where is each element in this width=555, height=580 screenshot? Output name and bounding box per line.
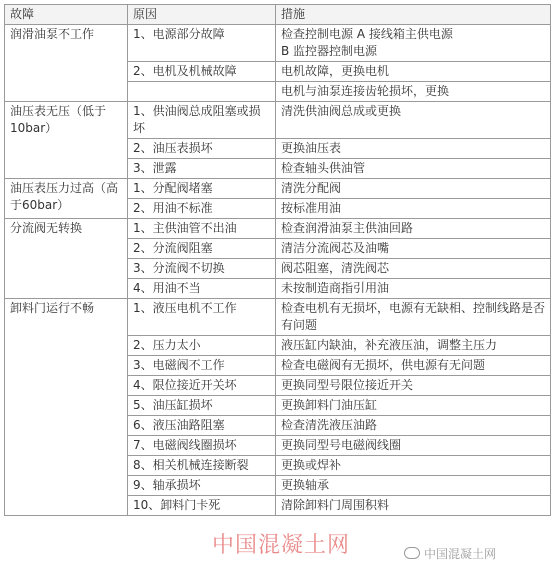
- cause-cell: 1、电源部分故障: [128, 25, 276, 62]
- cause-cell: [128, 82, 276, 102]
- measure-line: 阀芯阻塞，清洗阀芯: [281, 261, 390, 275]
- table-row: [5, 25, 551, 62]
- measure-cell: [276, 219, 551, 239]
- measure-cell: [276, 336, 551, 356]
- header-fault: 故障: [5, 5, 128, 25]
- measure-line: 检查控制电源 A 接线箱主供电源: [281, 27, 453, 41]
- measure-line: 电机故障，更换电机: [281, 64, 390, 78]
- wechat-watermark-text: 中国混凝土网: [424, 547, 497, 561]
- watermark: 中国混凝土网: [212, 533, 351, 558]
- header-cause: 原因: [128, 5, 276, 25]
- measure-line: 清除卸料门周围积料: [281, 498, 390, 512]
- measure-line: 检查清洗液压油路: [281, 418, 378, 432]
- cause-cell: 2、电机及机械故障: [128, 62, 276, 82]
- fault-cell: 油压表压力过高（高于60bar）: [5, 179, 128, 219]
- table-row: [5, 179, 551, 199]
- cause-cell: 10、卸料门卡死: [128, 496, 276, 516]
- cause-cell: 8、相关机械连接断裂: [128, 456, 276, 476]
- measure-line: 清洗分配阀: [281, 181, 342, 195]
- measure-cell: [276, 62, 551, 82]
- wechat-watermark: [404, 545, 496, 562]
- cause-cell: 3、分流阀不切换: [128, 259, 276, 279]
- measure-line: 更换轴承: [281, 478, 330, 492]
- measure-line: 检查电机有无损坏，电源有无缺相、控制线路是否有问题: [281, 301, 546, 332]
- table-row: [5, 219, 551, 239]
- table-row: [5, 299, 551, 336]
- cause-cell: 2、分流阀阻塞: [128, 239, 276, 259]
- cause-cell: 2、压力太小: [128, 336, 276, 356]
- measure-cell: [276, 376, 551, 396]
- measure-cell: [276, 139, 551, 159]
- measure-cell: [276, 356, 551, 376]
- cause-cell: 2、用油不标准: [128, 199, 276, 219]
- measure-cell: [276, 396, 551, 416]
- measure-cell: [276, 476, 551, 496]
- measure-cell: [276, 436, 551, 456]
- fault-cell: 润滑油泵不工作: [5, 25, 128, 102]
- table-header: [5, 5, 551, 25]
- cause-cell: 6、液压油路阻塞: [128, 416, 276, 436]
- measure-cell: [276, 279, 551, 299]
- fault-cell: 油压表无压（低于10bar）: [5, 102, 128, 179]
- fault-cell: 分流阀无转换: [5, 219, 128, 299]
- measure-line: 检查润滑油泵主供油回路: [281, 221, 414, 235]
- measure-line: 更换卸料门油压缸: [281, 398, 378, 412]
- measure-cell: [276, 299, 551, 336]
- cause-cell: 1、供油阀总成阻塞或损坏: [128, 102, 276, 139]
- measure-line: 未按制造商指引用油: [281, 281, 390, 295]
- measure-line: 液压缸内缺油，补充液压油，调整主压力: [281, 338, 498, 352]
- cause-cell: 7、电磁阀线圈损坏: [128, 436, 276, 456]
- measure-cell: [276, 199, 551, 219]
- measure-cell: [276, 179, 551, 199]
- cause-cell: 9、轴承损坏: [128, 476, 276, 496]
- measure-line: 更换油压表: [281, 141, 342, 155]
- table-body: [5, 25, 551, 516]
- fault-cell: 卸料门运行不畅: [5, 299, 128, 516]
- cause-cell: 5、油压缸损坏: [128, 396, 276, 416]
- measure-cell: [276, 25, 551, 62]
- measure-cell: [276, 102, 551, 139]
- measure-line: 按标准用油: [281, 201, 342, 215]
- cause-cell: 4、限位接近开关坏: [128, 376, 276, 396]
- measure-cell: [276, 159, 551, 179]
- measure-cell: [276, 259, 551, 279]
- measure-line: 电机与油泵连接齿轮损坏，更换: [281, 84, 450, 98]
- cause-cell: 4、用油不当: [128, 279, 276, 299]
- measure-line: 更换同型号限位接近开关: [281, 378, 414, 392]
- measure-cell: [276, 82, 551, 102]
- measure-line: 更换同型号电磁阀线圈: [281, 438, 402, 452]
- measure-line: B 监控器控制电源: [281, 44, 378, 58]
- measure-line: 清洗供油阀总成或更换: [281, 104, 402, 118]
- cause-cell: 1、分配阀堵塞: [128, 179, 276, 199]
- wechat-icon: [404, 547, 420, 559]
- measure-cell: [276, 496, 551, 516]
- measure-cell: [276, 416, 551, 436]
- measure-cell: [276, 239, 551, 259]
- header-measure: 措施: [276, 5, 551, 25]
- cause-cell: 2、油压表损坏: [128, 139, 276, 159]
- cause-cell: 1、主供油管不出油: [128, 219, 276, 239]
- measure-line: 检查轴头供油管: [281, 161, 366, 175]
- measure-line: 检查电磁阀有无损坏，供电源有无问题: [281, 358, 486, 372]
- measure-line: 更换或焊补: [281, 458, 342, 472]
- measure-cell: [276, 456, 551, 476]
- fault-table: [4, 4, 551, 516]
- measure-line: 清洁分流阀芯及油嘴: [281, 241, 390, 255]
- cause-cell: 1、液压电机不工作: [128, 299, 276, 336]
- cause-cell: 3、电磁阀不工作: [128, 356, 276, 376]
- table-row: [5, 102, 551, 139]
- cause-cell: 3、泄露: [128, 159, 276, 179]
- header-row: [5, 5, 551, 25]
